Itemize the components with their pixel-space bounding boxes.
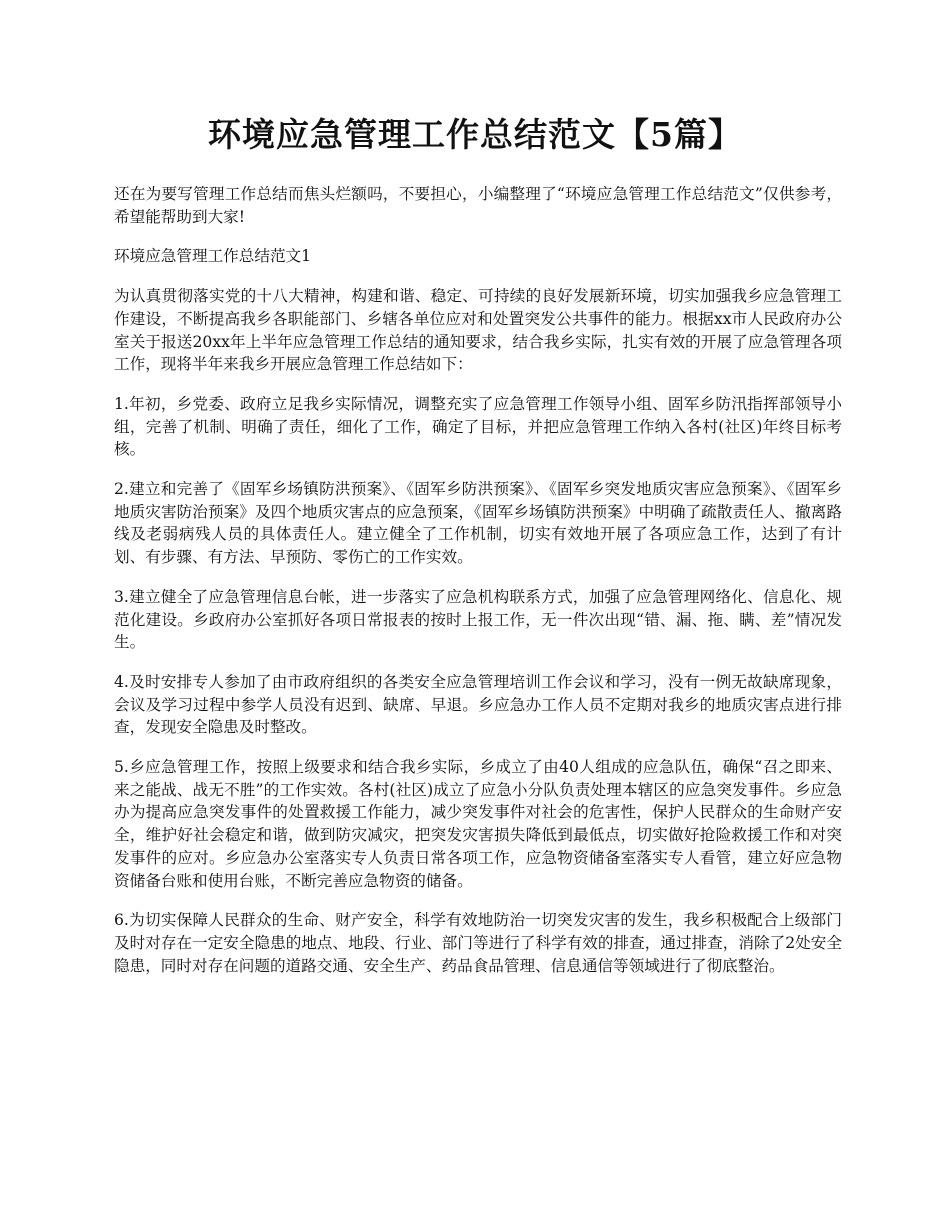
- body-paragraph: 6.为切实保障人民群众的生命、财产安全，科学有效地防治一切突发灾害的发生，我乡积极配合上级部门及时对存在一定安全隐患的地点、地段、行业、部门等进行了科学有效的排查，通过排查，消除了2处安全隐患，同时对存在问题的道路交通、安全生产、药品食品管理、信息通信等领域进行了彻底整治。: [114, 911, 842, 975]
- document-body: [114, 183, 842, 994]
- document-title: 环境应急管理工作总结范文【5篇】: [208, 115, 742, 154]
- body-paragraph: 5.乡应急管理工作，按照上级要求和结合我乡实际，乡成立了由40人组成的应急队伍，确保“召之即来、来之能战、战无不胜”的工作实效。各村(社区)成立了应急小分队负责处理本辖区的应急突发事件。乡应急办为提高应急突发事件的处置救援工作能力，减少突发事件对社会的危害性，保护人民群众的生命财产安全，维护好社会稳定和谐，做到防灾减灾，把突发灾害损失降低到最低点，切实做好抢险救援工作和对突发事件的应对。乡应急办公室落实专人负责日常各项工作，应急物资储备室落实专人看管，建立好应急物资储备台账和使用台账，不断完善应急物资的储备。: [114, 758, 842, 890]
- body-paragraph: 2.建立和完善了《固军乡场镇防洪预案》、《固军乡防洪预案》、《固军乡突发地质灾害应急预案》、《固军乡地质灾害防治预案》及四个地质灾害点的应急预案，《固军乡场镇防洪预案》中明确了疏散责任人、撤离路线及老弱病残人员的具体责任人。建立健全了工作机制，切实有效地开展了各项应急工作，达到了有计划、有步骤、有方法、早预防、零伤亡的工作实效。: [114, 480, 842, 567]
- body-paragraph: 3.建立健全了应急管理信息台帐，进一步落实了应急机构联系方式，加强了应急管理网络化、信息化、规范化建设。乡政府办公室抓好各项日常报表的按时上报工作，无一件次出现“错、漏、拖、瞒、差”情况发生。: [114, 587, 842, 652]
- body-paragraph: 4.及时安排专人参加了由市政府组织的各类安全应急管理培训工作会议和学习，没有一例无故缺席现象，会议及学习过程中参学人员没有迟到、缺席、早退。乡应急办工作人员不定期对我乡的地质灾害点进行排查，发现安全隐患及时整改。: [114, 672, 842, 737]
- section-heading: 环境应急管理工作总结范文1: [114, 247, 312, 266]
- body-paragraph: 为认真贯彻落实党的十八大精神，构建和谐、稳定、可持续的良好发展新环境，切实加强我乡应急管理工作建设，不断提高我乡各职能部门、乡辖各单位应对和处置突发公共事件的能力。根据xx市人民政府办公室关于报送20xx年上半年应急管理工作总结的通知要求，结合我乡实际，扎实有效的开展了应急管理各项工作，现将半年来我乡开展应急管理工作总结如下：: [114, 287, 842, 374]
- intro-paragraph: 还在为要写管理工作总结而焦头烂额吗，不要担心，小编整理了“环境应急管理工作总结范文”仅供参考，希望能帮助到大家!: [114, 185, 842, 226]
- body-paragraph: 1.年初，乡党委、政府立足我乡实际情况，调整充实了应急管理工作领导小组、固军乡防汛指挥部领导小组，完善了机制、明确了责任，细化了工作，确定了目标，并把应急管理工作纳入各村(社区)年终目标考核。: [114, 394, 842, 459]
